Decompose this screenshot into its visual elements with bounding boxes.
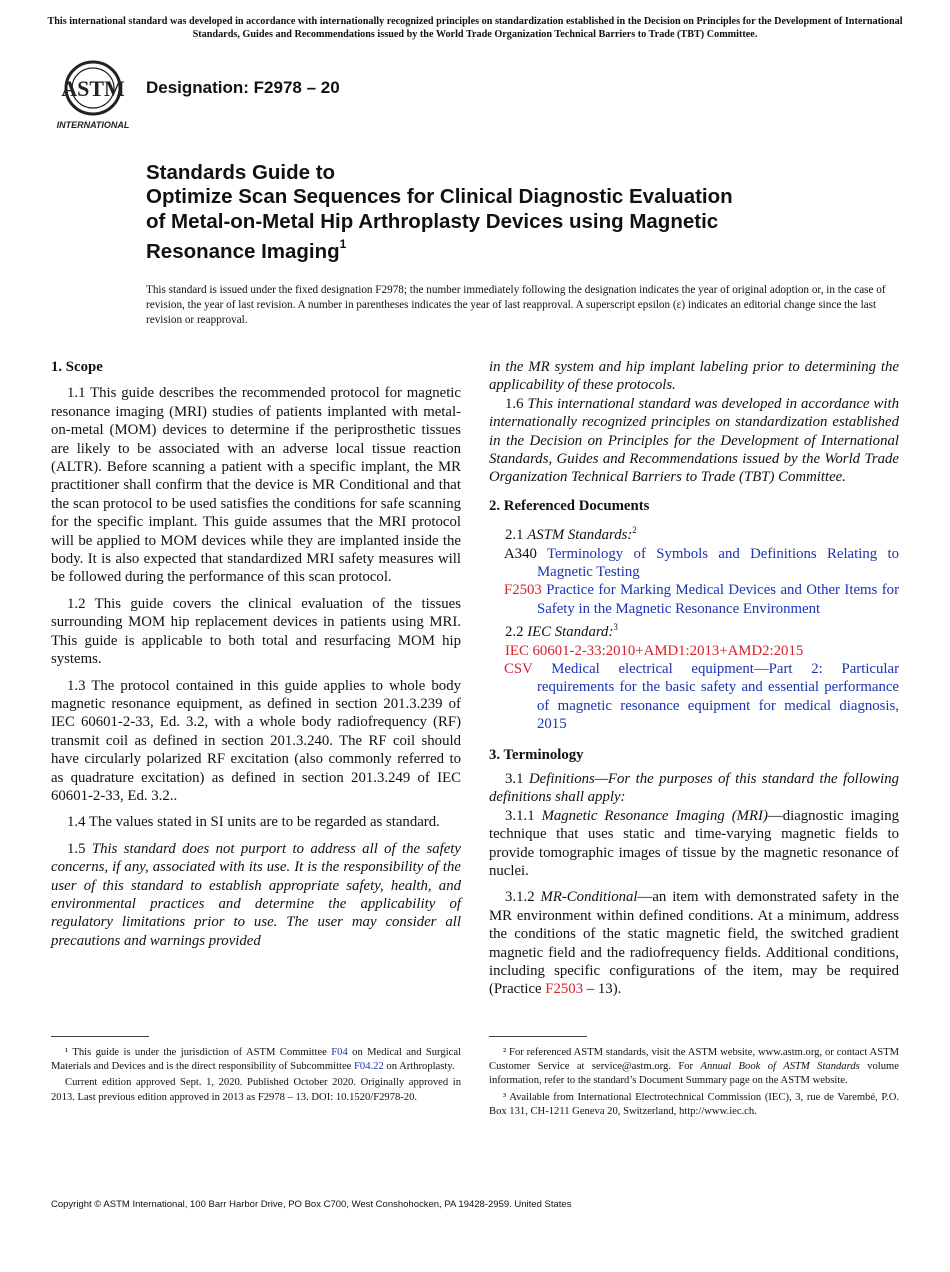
paragraph-1-2: 1.2 This guide covers the clinical evaluation of the tissues surrounding MOM hip replacement devices in patients using MRI. This guide is applicable to both total and resurfacing MOM hip systems. [51,595,461,668]
term-mr-conditional: MR-Conditional [540,889,638,906]
paragraph-1-6-number: 1.6 [505,395,528,412]
reference-csv-code[interactable]: CSV [504,660,533,677]
footnotes-right [489,1046,899,1121]
reference-csv-link[interactable]: Medical electrical equipment—Part 2: Particular requirements for the basic safety and essential performance of magnetic resonance equipment for medical diagnosis, 2015 [537,660,899,733]
right-column [489,358,899,999]
logo-text: ASTM [61,76,125,101]
footnote-3: ³ Available from International Electrotechnical Commission (IEC), 3, rue de Varembé, P.O. Box 131, CH-1211 Geneva 20, Switzerland, http://www.iec.ch. [489,1091,899,1117]
paragraph-1-3: 1.3 The protocol contained in this guide applies to whole body magnetic resonance equipment, as defined in section 201.3.239 of IEC 60601-2-33, Ed. 3.2, with a whole body radiofrequency (RF) transmit coil as defined in section 201.3.240. The RF coil should have circularly polarized RF excitation (also commonly referred to as quadrature excitation) as defined in section 201.3.249 of IEC 60601-2-33, Ed. 3.2.. [51,677,461,804]
title-footnote-marker: 1 [339,236,347,251]
iec-standard-text: IEC Standard: [527,624,614,641]
reference-a340-link[interactable]: Terminology of Symbols and Definitions Relating to Magnetic Testing [537,545,900,580]
reference-csv [489,660,899,734]
title-line-4 [146,234,846,264]
edition-note: Current edition approved Sept. 1, 2020. Published October 2020. Originally approved in 2013. Last previous edition approved in 2013 as F2978 – 13. DOI: 10.1520/F2978-20. [51,1077,461,1103]
paragraph-3-1-2-text: —an item with demonstrated safety in the MR environment within defined conditions. At a minimum, address the conditions of the static magnetic field, the switched gradient magnetic field and the radiofrequency fields. Additional conditions, including specific configurations of the item, may be required (Practice [489,889,899,998]
paragraph-3-1-2-number: 3.1.2 [505,889,541,906]
reference-a340 [489,545,899,582]
footnote-1 [51,1046,461,1074]
iec-standard-label [489,618,899,641]
footnote-1-text-b: on Medical and Surgical Materials and Devices and is the direct responsibility of Subcommittee [51,1047,461,1073]
paragraph-1-4: 1.4 The values stated in SI units are to be regarded as standard. [67,814,440,831]
term-mri: Magnetic Resonance Imaging (MRI) [541,807,768,824]
reference-a340-code: A340 [504,545,537,562]
paragraph-1-5 [51,840,461,950]
paragraph-1-5-continued: in the MR system and hip implant labeling prior to determining the applicability of these protocols. [489,359,899,394]
footnote-2-text-a: ² For referenced ASTM standards, visit the ASTM website, www.astm.org, or contact ASTM Customer Service at service@astm.org. For [489,1047,899,1073]
footnote-1-text-a: ¹ This guide is under the jurisdiction of ASTM Committee [65,1047,332,1058]
astm-standards-label [489,521,899,544]
paragraph-3-1-text: Definitions—For the purposes of this standard the following definitions shall apply: [489,770,900,806]
paragraph-1-1: 1.1 This guide describes the recommended protocol for magnetic resonance imaging (MRI) studies of patients implanted with metal-on-metal (MOM) devices to determine if the periprosthetic tissues are likely to be associated with an adverse local tissue reaction (ALTR). Before scanning a patient with a specific implant, the MR practitioner shall confirm that the device is MR Conditional and that the scan protocol to be used satisfies the conditions for safe scanning for the specific implant. This guide assumes that the MRI protocol will be applied to MOM devices while they are implanted inside the body. It is also expected that standardized MRI safety measures will be followed during the performance of this scan protocol. [51,385,461,586]
astm-standards-footnote: 2 [632,525,637,536]
footnote-rule-right [489,1036,587,1037]
footnote-1-text-c: on Arthroplasty. [383,1061,455,1073]
title-line-3: of Metal-on-Metal Hip Arthroplasty Devices using Magnetic [146,209,719,233]
paragraph-1-6 [489,395,899,487]
document-title [146,161,846,264]
section-heading-scope: 1. Scope [51,359,103,375]
subcommittee-f0422-link[interactable]: F04.22 [354,1061,384,1073]
issued-note: This standard is issued under the fixed designation F2978; the number immediately following the designation indicates the year of original adoption or, in the case of revision, the year of last revision. A number in parentheses indicates the year of last reapproval. A superscript epsilon (ε) indicates an editorial change since the last revision or reapproval. [146,284,886,326]
paragraph-3-1-2 [489,888,899,998]
title-line-1: Standards Guide to [146,161,336,184]
astm-standards-number: 2.1 [505,527,528,544]
title-line-2: Optimize Scan Sequences for Clinical Diagnostic Evaluation [146,185,733,209]
reference-f2503-link[interactable]: Practice for Marking Medical Devices and Other Items for Safety in the Magnetic Resonance Environment [537,582,899,617]
paragraph-3-1-1-number: 3.1.1 [505,807,542,824]
committee-f04-link[interactable]: F04 [331,1047,348,1058]
iec-standard-code[interactable]: IEC 60601-2-33:2010+AMD1:2013+AMD2:2015 [505,642,804,659]
astm-standards-text: ASTM Standards: [527,527,633,544]
astm-logo [50,58,136,132]
reference-f2503 [489,581,899,618]
paragraph-3-1-1-text: —diagnostic imaging technique that uses static and time-varying magnetic fields to provide tomographic images of tissue by the magnetic resonance of nuclei. [489,807,899,879]
footnotes-left [51,1046,461,1107]
designation: Designation: F2978 – 20 [146,78,340,97]
iec-standard-number: 2.2 [505,624,528,641]
footnote-2-book-title: Annual Book of ASTM Standards [700,1061,860,1073]
paragraph-3-1 [489,770,899,807]
paragraph-3-1-1 [489,807,899,881]
paragraph-1-5-text: This standard does not purport to address all of the safety concerns, if any, associated with its use. It is the responsibility of the user of this standard to establish appropriate safety, health, and environmental practices and determine the applicability of regulatory limitations prior to use. The user may consider all precautions and warnings provided [51,840,461,949]
footnote-2 [489,1046,899,1089]
iec-standard-footnote: 3 [613,622,618,633]
logo-sub: INTERNATIONAL [56,120,130,130]
section-heading-referenced-documents: 2. Referenced Documents [489,497,650,514]
section-heading-terminology: 3. Terminology [489,746,584,763]
reference-f2503-code[interactable]: F2503 [504,582,542,599]
paragraph-3-1-number: 3.1 [505,770,529,787]
wto-notice: This international standard was developed in accordance with internationally recognized principles on standardization established in the Decision on Principles for the Development of International Standards, Guides and Recommendations issued by the World Trade Organization Technical Barriers to Trade (TBT) Committee. [47,16,903,40]
practice-f2503-link[interactable]: F2503 [545,981,584,998]
title-line-4-text: Resonance Imaging [146,239,340,263]
footnote-2-text-b: volume information, refer to the standard’s Document Summary page on the ASTM website. [489,1061,899,1087]
paragraph-1-5-number: 1.5 [67,840,92,857]
footnote-rule-left [51,1036,149,1037]
left-column [51,358,461,950]
paragraph-3-1-2-end: – 13). [583,981,622,998]
copyright-line: Copyright © ASTM International, 100 Barr Harbor Drive, PO Box C700, West Conshohocken, PA 19428-2959. United States [51,1199,572,1210]
paragraph-1-6-text: This international standard was developed in accordance with internationally recognized principles on standardization established in the Decision on Principles for the Development of International Standards, Guides and Recommendations issued by the World Trade Organization Technical Barriers to Trade (TBT) Committee. [489,395,899,486]
